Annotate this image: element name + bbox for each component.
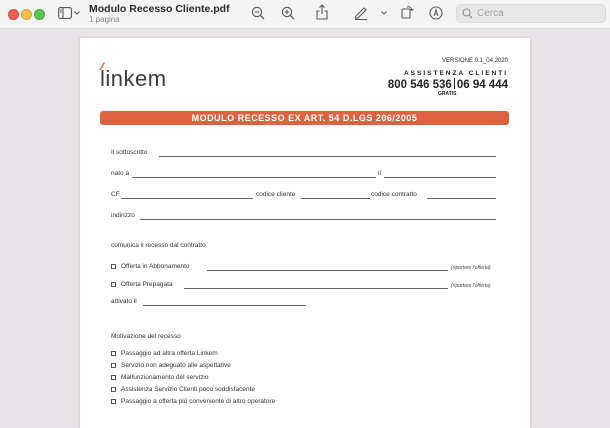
born-in-label: nato a bbox=[111, 170, 130, 177]
offer-subscription-label: Offerta in Abbonamento bbox=[121, 263, 190, 270]
offer-prepaid-note: (riportare l'offerta) bbox=[451, 283, 491, 289]
markup-pen-icon[interactable] bbox=[354, 5, 368, 21]
zoom-out-icon[interactable] bbox=[251, 6, 265, 22]
chevron-down-icon[interactable] bbox=[74, 11, 80, 27]
reason-label: Assistenza Servizio Clienti poco soddisfacente bbox=[121, 386, 256, 393]
offer-subscription-checkbox[interactable] bbox=[111, 264, 116, 269]
search-placeholder: Cerca bbox=[477, 8, 504, 19]
date-line bbox=[384, 177, 496, 178]
address-label: indirizzo bbox=[111, 212, 135, 219]
offer-subscription-note: (riportare l'offerta) bbox=[451, 265, 491, 271]
cf-label: CF bbox=[111, 191, 120, 198]
client-code-label: codice cliente bbox=[256, 191, 296, 198]
zoom-in-icon[interactable] bbox=[281, 6, 295, 22]
phone-number: 06 94 444 bbox=[456, 79, 508, 91]
contract-code-label: codice contratto bbox=[371, 191, 417, 198]
sidebar-toggle-icon[interactable] bbox=[58, 7, 72, 23]
reason-checkbox[interactable] bbox=[111, 387, 116, 392]
communicates-label: comunica il recesso dal contratto bbox=[111, 242, 206, 249]
born-in-line bbox=[132, 177, 376, 178]
offer-prepaid-checkbox[interactable] bbox=[111, 282, 116, 287]
toolbar bbox=[0, 0, 610, 29]
share-icon[interactable] bbox=[316, 4, 328, 20]
page-count: 1 pagina bbox=[89, 15, 120, 24]
reason-checkbox[interactable] bbox=[111, 363, 116, 368]
reasons-title: Motivazione del recesso bbox=[111, 333, 181, 340]
reason-label: Passaggio ad altra offerta Linkem bbox=[121, 350, 218, 357]
client-code-line bbox=[301, 198, 370, 199]
reason-checkbox[interactable] bbox=[111, 375, 116, 380]
annotate-icon[interactable] bbox=[429, 6, 443, 22]
fullscreen-window-button[interactable] bbox=[34, 9, 45, 20]
offer-subscription-line bbox=[207, 270, 448, 271]
cf-line bbox=[121, 198, 253, 199]
reason-checkbox[interactable] bbox=[111, 399, 116, 404]
reason-label: Servizio non adeguato alle aspettative bbox=[121, 362, 231, 369]
reason-label: Passaggio a offerta più conveniente di altro operatore bbox=[121, 398, 276, 405]
free-label: GRATIS bbox=[438, 91, 457, 97]
chevron-down-icon[interactable] bbox=[381, 11, 387, 27]
close-window-button[interactable] bbox=[8, 9, 19, 20]
minimize-window-button[interactable] bbox=[21, 9, 32, 20]
rotate-icon[interactable] bbox=[401, 5, 414, 21]
phone-number-free: 800 546 536 bbox=[387, 79, 452, 91]
offer-prepaid-line bbox=[184, 288, 448, 289]
assistance-label: ASSISTENZA CLIENTI bbox=[403, 70, 508, 77]
undersigned-line bbox=[159, 156, 496, 157]
document-title: Modulo Recesso Cliente.pdf bbox=[89, 3, 230, 15]
form-banner bbox=[100, 111, 509, 125]
address-line bbox=[140, 219, 496, 220]
date-label: il bbox=[378, 170, 381, 177]
linkem-logo: linkem bbox=[100, 66, 167, 91]
search-field[interactable] bbox=[456, 4, 606, 23]
undersigned-label: Il sottoscritto bbox=[111, 149, 148, 156]
contract-code-line bbox=[427, 198, 496, 199]
activated-line bbox=[143, 305, 306, 306]
phone-numbers bbox=[388, 78, 508, 91]
reason-checkbox[interactable] bbox=[111, 351, 116, 356]
form-title: MODULO RECESSO EX ART. 54 D.LGS 206/2005 bbox=[191, 113, 418, 123]
version-label: VERSIONE 0.1_04.2020 bbox=[441, 58, 508, 64]
pdf-page bbox=[80, 38, 530, 428]
activated-label: attivato il bbox=[111, 298, 137, 305]
reason-label: Malfunzionamento del servizio bbox=[121, 374, 209, 381]
offer-prepaid-label: Offerta Prepagata bbox=[121, 281, 173, 288]
search-icon bbox=[462, 8, 473, 19]
